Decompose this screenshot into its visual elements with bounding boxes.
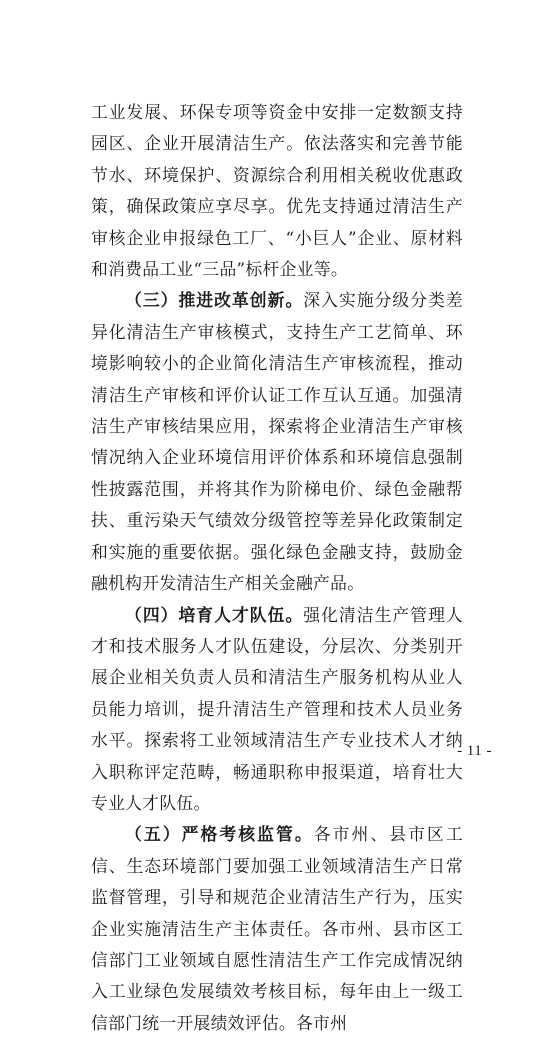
page-number: - 11 - bbox=[457, 743, 492, 759]
paragraph-3 bbox=[91, 600, 463, 820]
paragraph-4-text: 各市州、县市区工信、生态环境部门要加强工业领域清洁生产日常监督管理，引导和规范企业清洁生产行为，压实企业实施清洁生产主体责任。各市州、县市区工信部门工业领域自愿性清洁生产工作完成情况纳入工业绿色发展绩效考核目标，每年由上一级工信部门统一开展绩效评估。各市州 bbox=[91, 824, 463, 1033]
paragraph-2 bbox=[91, 285, 463, 599]
section-heading-3: （三）推进改革创新。 bbox=[125, 290, 304, 311]
paragraph-1-text: 工业发展、环保专项等资金中安排一定数额支持园区、企业开展清洁生产。依法落实和完善节能节水、环境保护、资源综合利用相关税收优惠政策，确保政策应享尽享。优先支持通过清洁生产审核企业申报绿色工厂、“小巨人”企业、原材料和消费品工业“三品”标杆企业等。 bbox=[91, 102, 463, 280]
document-body bbox=[91, 97, 463, 1039]
paragraph-4 bbox=[91, 819, 463, 1039]
paragraph-2-text: 深入实施分级分类差异化清洁生产审核模式，支持生产工艺简单、环境影响较小的企业简化清洁生产审核流程，推动清洁生产审核和评价认证工作互认互通。加强清洁生产审核结果应用，探索将企业清洁生产审核情况纳入企业环境信用评价体系和环境信息强制性披露范围，并将其作为阶梯电价、绿色金融帮扶、重污染天气绩效分级管控等差异化政策制定和实施的重要依据。强化绿色金融支持，鼓励金融机构开发清洁生产相关金融产品。 bbox=[91, 290, 463, 594]
section-heading-5: （五）严格考核监管。 bbox=[125, 824, 314, 845]
paragraph-1 bbox=[91, 97, 463, 285]
paragraph-3-text: 强化清洁生产管理人才和技术服务人才队伍建设，分层次、分类别开展企业相关负责人员和清洁生产服务机构从业人员能力培训，提升清洁生产管理和技术人员业务水平。探索将工业领域清洁生产专业技术人才纳入职称评定范畴，畅通职称申报渠道，培育壮大专业人才队伍。 bbox=[91, 604, 463, 813]
section-heading-4: （四）培育人才队伍。 bbox=[125, 604, 304, 625]
